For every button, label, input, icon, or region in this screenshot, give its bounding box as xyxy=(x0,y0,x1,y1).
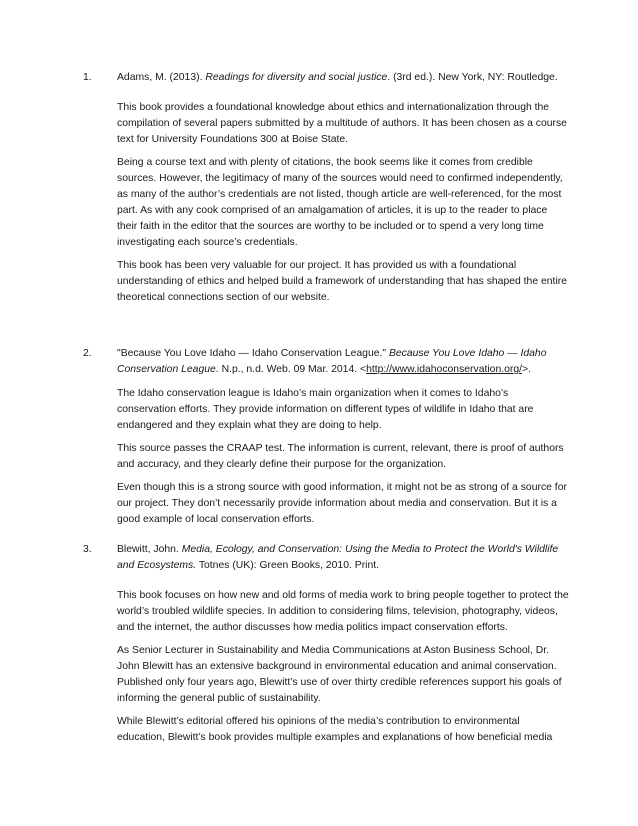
annotation-paragraph: The Idaho conservation league is Idaho’s main organization when it comes to Idaho’s conservation efforts. They provide information on different types of wildlife in Idaho that are endangered and they explain what they are doing to help. xyxy=(117,388,534,431)
annotation-paragraph: As Senior Lecturer in Sustainability and Media Communications at Aston Business School, Dr. John Blewitt has an extensive background in environmental education and animal conservation. Published only four years ago, Blewitt’s use of over thirty credible references support his goals of informing the general public of sustainability. xyxy=(117,645,562,704)
entry-number: 1. xyxy=(83,72,92,83)
bibliography-entry-3 xyxy=(80,542,570,746)
entry-number: 3. xyxy=(83,544,92,555)
annotation-paragraph: This source passes the CRAAP test. The information is current, relevant, there is proof of authors and accuracy, and they clearly define their purpose for the organization. xyxy=(117,443,564,470)
citation-url-link[interactable]: http://www.idahoconservation.org/ xyxy=(366,364,523,375)
citation-details-end: >. xyxy=(522,364,531,375)
citation-title: Readings for diversity and social justice xyxy=(205,72,388,83)
citation xyxy=(80,542,570,574)
citation-details: . (3rd ed.). New York, NY: Routledge. xyxy=(387,72,558,83)
bibliography-entry-1 xyxy=(80,70,570,306)
annotation-paragraph: This book has been very valuable for our project. It has provided us with a foundational understanding of ethics and helped build a framework of understanding that has shaped the entire theoretical connections section of our website. xyxy=(117,260,567,303)
citation-authors: Adams, M. (2013). xyxy=(117,72,206,83)
citation-details: . N.p., n.d. Web. 09 Mar. 2014. < xyxy=(215,364,367,375)
annotation-paragraph: Being a course text and with plenty of citations, the book seems like it comes from credible sources. However, the legitimacy of many of the sources would need to confirmed independently, as many of the author’s credentials are not listed, though article are well-referenced, for the most part. As with any cook comprised of an amalgamation of articles, it is up to the reader to place their faith in the editor that the sources are worthy to be included or to spend a very long time investigating each source’s credentials. xyxy=(117,157,563,248)
annotation-paragraph: While Blewitt’s editorial offered his opinions of the media’s contribution to environmental education, Blewitt’s book provides multiple examples and explanations of how beneficial media xyxy=(117,716,553,743)
citation-title: Media, Ecology, and Conservation: Using the Media to Protect the World's Wildlife and Ecosystems. xyxy=(117,544,559,571)
citation-details: Totnes (UK): Green Books, 2010. Print. xyxy=(196,560,380,571)
citation-title: Because You Love Idaho — Idaho Conservation League xyxy=(117,348,547,375)
bibliography-entry-2 xyxy=(80,346,570,528)
citation xyxy=(80,346,570,378)
citation-authors: "Because You Love Idaho — Idaho Conservation League." xyxy=(117,348,389,359)
citation xyxy=(80,70,570,86)
annotation-paragraph: This book focuses on how new and old forms of media work to bring people together to protect the world’s troubled wildlife species. In addition to considering films, television, photography, videos, and the internet, the author discusses how media politics impact conservation efforts. xyxy=(117,590,569,633)
annotation-paragraph: Even though this is a strong source with good information, it might not be as strong of a source for our project. They don’t necessarily provide information about media and conservation. But it is a good example of local conservation efforts. xyxy=(117,482,567,525)
citation-authors: Blewitt, John. xyxy=(117,544,182,555)
entry-number: 2. xyxy=(83,348,92,359)
annotation-paragraph: This book provides a foundational knowledge about ethics and internationalization through the compilation of several papers submitted by a multitude of authors. It has been chosen as a course text for University Foundations 300 at Boise State. xyxy=(117,102,567,145)
